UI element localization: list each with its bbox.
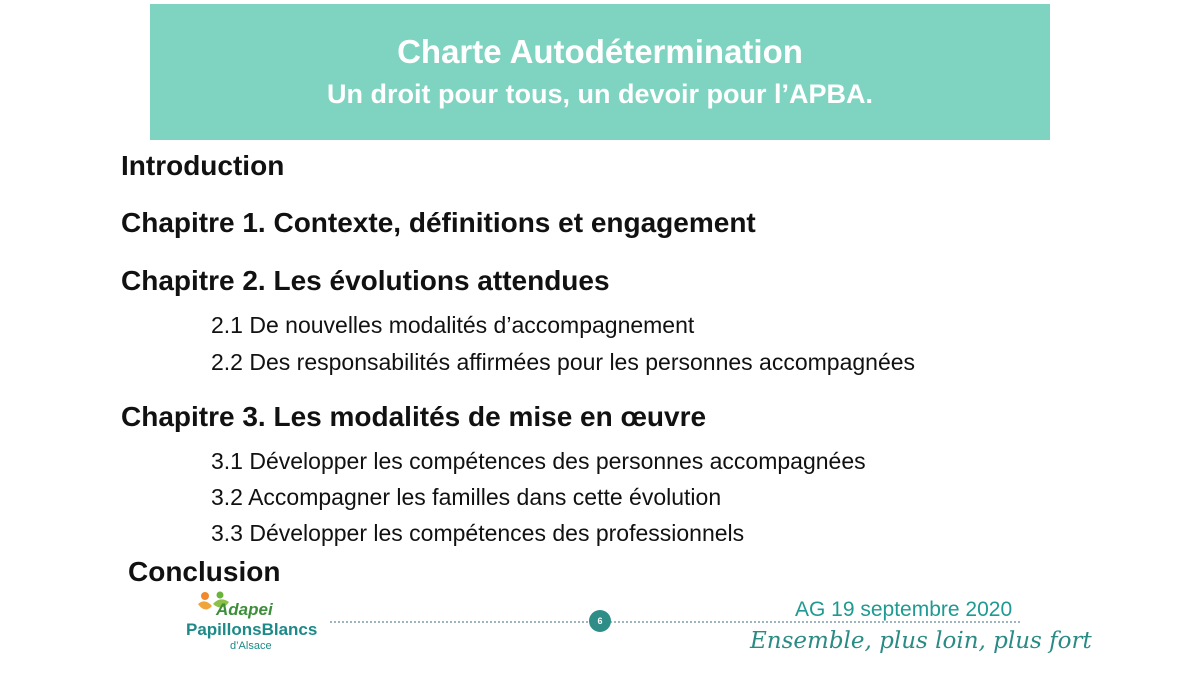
motto: Ensemble, plus loin, plus fort <box>750 628 1092 654</box>
subitem-3-1: 3.1 Développer les compétences des personnes accompagnées <box>211 448 866 474</box>
event-date: AG 19 septembre 2020 <box>795 598 1013 621</box>
page-number-badge: 6 <box>589 610 611 632</box>
logo-text-adapei: Adapei <box>216 600 273 619</box>
logo-text-alsace: d’Alsace <box>230 640 272 652</box>
heading-chapter-3: Chapitre 3. Les modalités de mise en œuvre <box>121 401 707 432</box>
heading-chapter-2: Chapitre 2. Les évolutions attendues <box>121 265 610 296</box>
heading-conclusion: Conclusion <box>128 556 281 587</box>
heading-chapter-1: Chapitre 1. Contexte, définitions et engagement <box>121 207 756 238</box>
subitem-3-3: 3.3 Développer les compétences des professionnels <box>211 520 745 546</box>
subitem-2-1: 2.1 De nouvelles modalités d’accompagnement <box>211 312 695 338</box>
heading-introduction: Introduction <box>121 150 285 181</box>
subitem-2-2: 2.2 Des responsabilités affirmées pour les personnes accompagnées <box>211 349 916 375</box>
adapei-logo <box>186 588 326 660</box>
slide-title: Charte Autodétermination <box>397 33 803 70</box>
title-banner <box>150 4 1050 140</box>
subitem-3-2: 3.2 Accompagner les familles dans cette évolution <box>211 484 722 510</box>
slide-subtitle: Un droit pour tous, un devoir pour l’APBA. <box>327 79 873 109</box>
logo-text-papillons: PapillonsBlancs <box>186 620 318 639</box>
